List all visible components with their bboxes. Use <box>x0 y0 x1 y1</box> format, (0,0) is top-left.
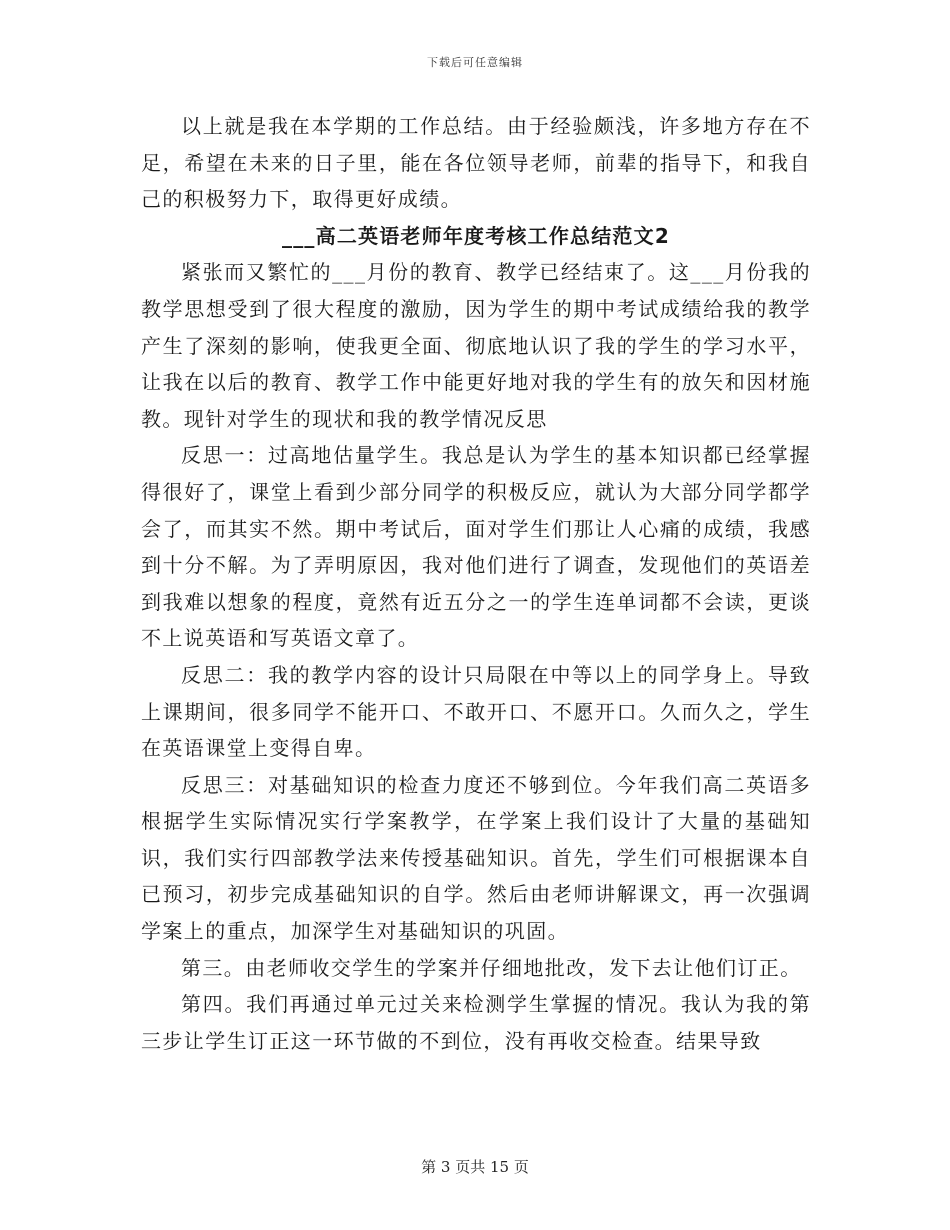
document-body <box>141 108 811 1059</box>
body-paragraph-step-4: 第四。我们再通过单元过关来检测学生掌握的情况。我认为我的第三步让学生订正这一环节做的不到位，没有再收交检查。结果导致 <box>141 992 811 1053</box>
section-title: ___高二英语老师年度考核工作总结范文2 <box>282 223 670 248</box>
body-paragraph-reflection-1: 反思一：过高地估量学生。我总是认为学生的基本知识都已经掌握得很好了，课堂上看到少部分同学的积极反应，就认为大部分同学都学会了，而其实不然。期中考试后，面对学生们那让人心痛的成绩，我感到十分不解。为了弄明原因，我对他们进行了调查，发现他们的英语差到我难以想象的程度，竟然有近五分之一的学生连单词都不会读，更谈不上说英语和写英语文章了。 <box>141 443 811 651</box>
body-paragraph-reflection-3: 反思三：对基础知识的检查力度还不够到位。今年我们高二英语多根据学生实际情况实行学案教学，在学案上我们设计了大量的基础知识，我们实行四部教学法来传授基础知识。首先，学生们可根据课本自已预习，初步完成基础知识的自学。然后由老师讲解课文，再一次强调学案上的重点，加深学生对基础知识的巩固。 <box>141 772 811 944</box>
body-paragraph-reflection-2: 反思二：我的教学内容的设计只局限在中等以上的同学身上。导致上课期间，很多同学不能开口、不敢开口、不愿开口。久而久之，学生在英语课堂上变得自卑。 <box>141 662 811 761</box>
body-paragraph-intro: 紧张而又繁忙的___月份的教育、教学已经结束了。这___月份我的教学思想受到了很大程度的激励，因为学生的期中考试成绩给我的教学产生了深刻的影响，使我更全面、彻底地认识了我的学生的学习水平，让我在以后的教育、教学工作中能更好地对我的学生有的放矢和因材施教。现针对学生的现状和我的教学情况反思 <box>141 260 811 431</box>
closing-paragraph: 以上就是我在本学期的工作总结。由于经验颇浅，许多地方存在不足，希望在未来的日子里，能在各位领导老师，前辈的指导下，和我自己的积极努力下，取得更好成绩。 <box>141 114 811 212</box>
page-number: 第 3 页共 15 页 <box>421 1158 529 1176</box>
header-note: 下载后可任意编辑 <box>427 56 523 69</box>
body-paragraph-step-3: 第三。由老师收交学生的学案并仔细地批改，发下去让他们订正。 <box>181 955 802 980</box>
